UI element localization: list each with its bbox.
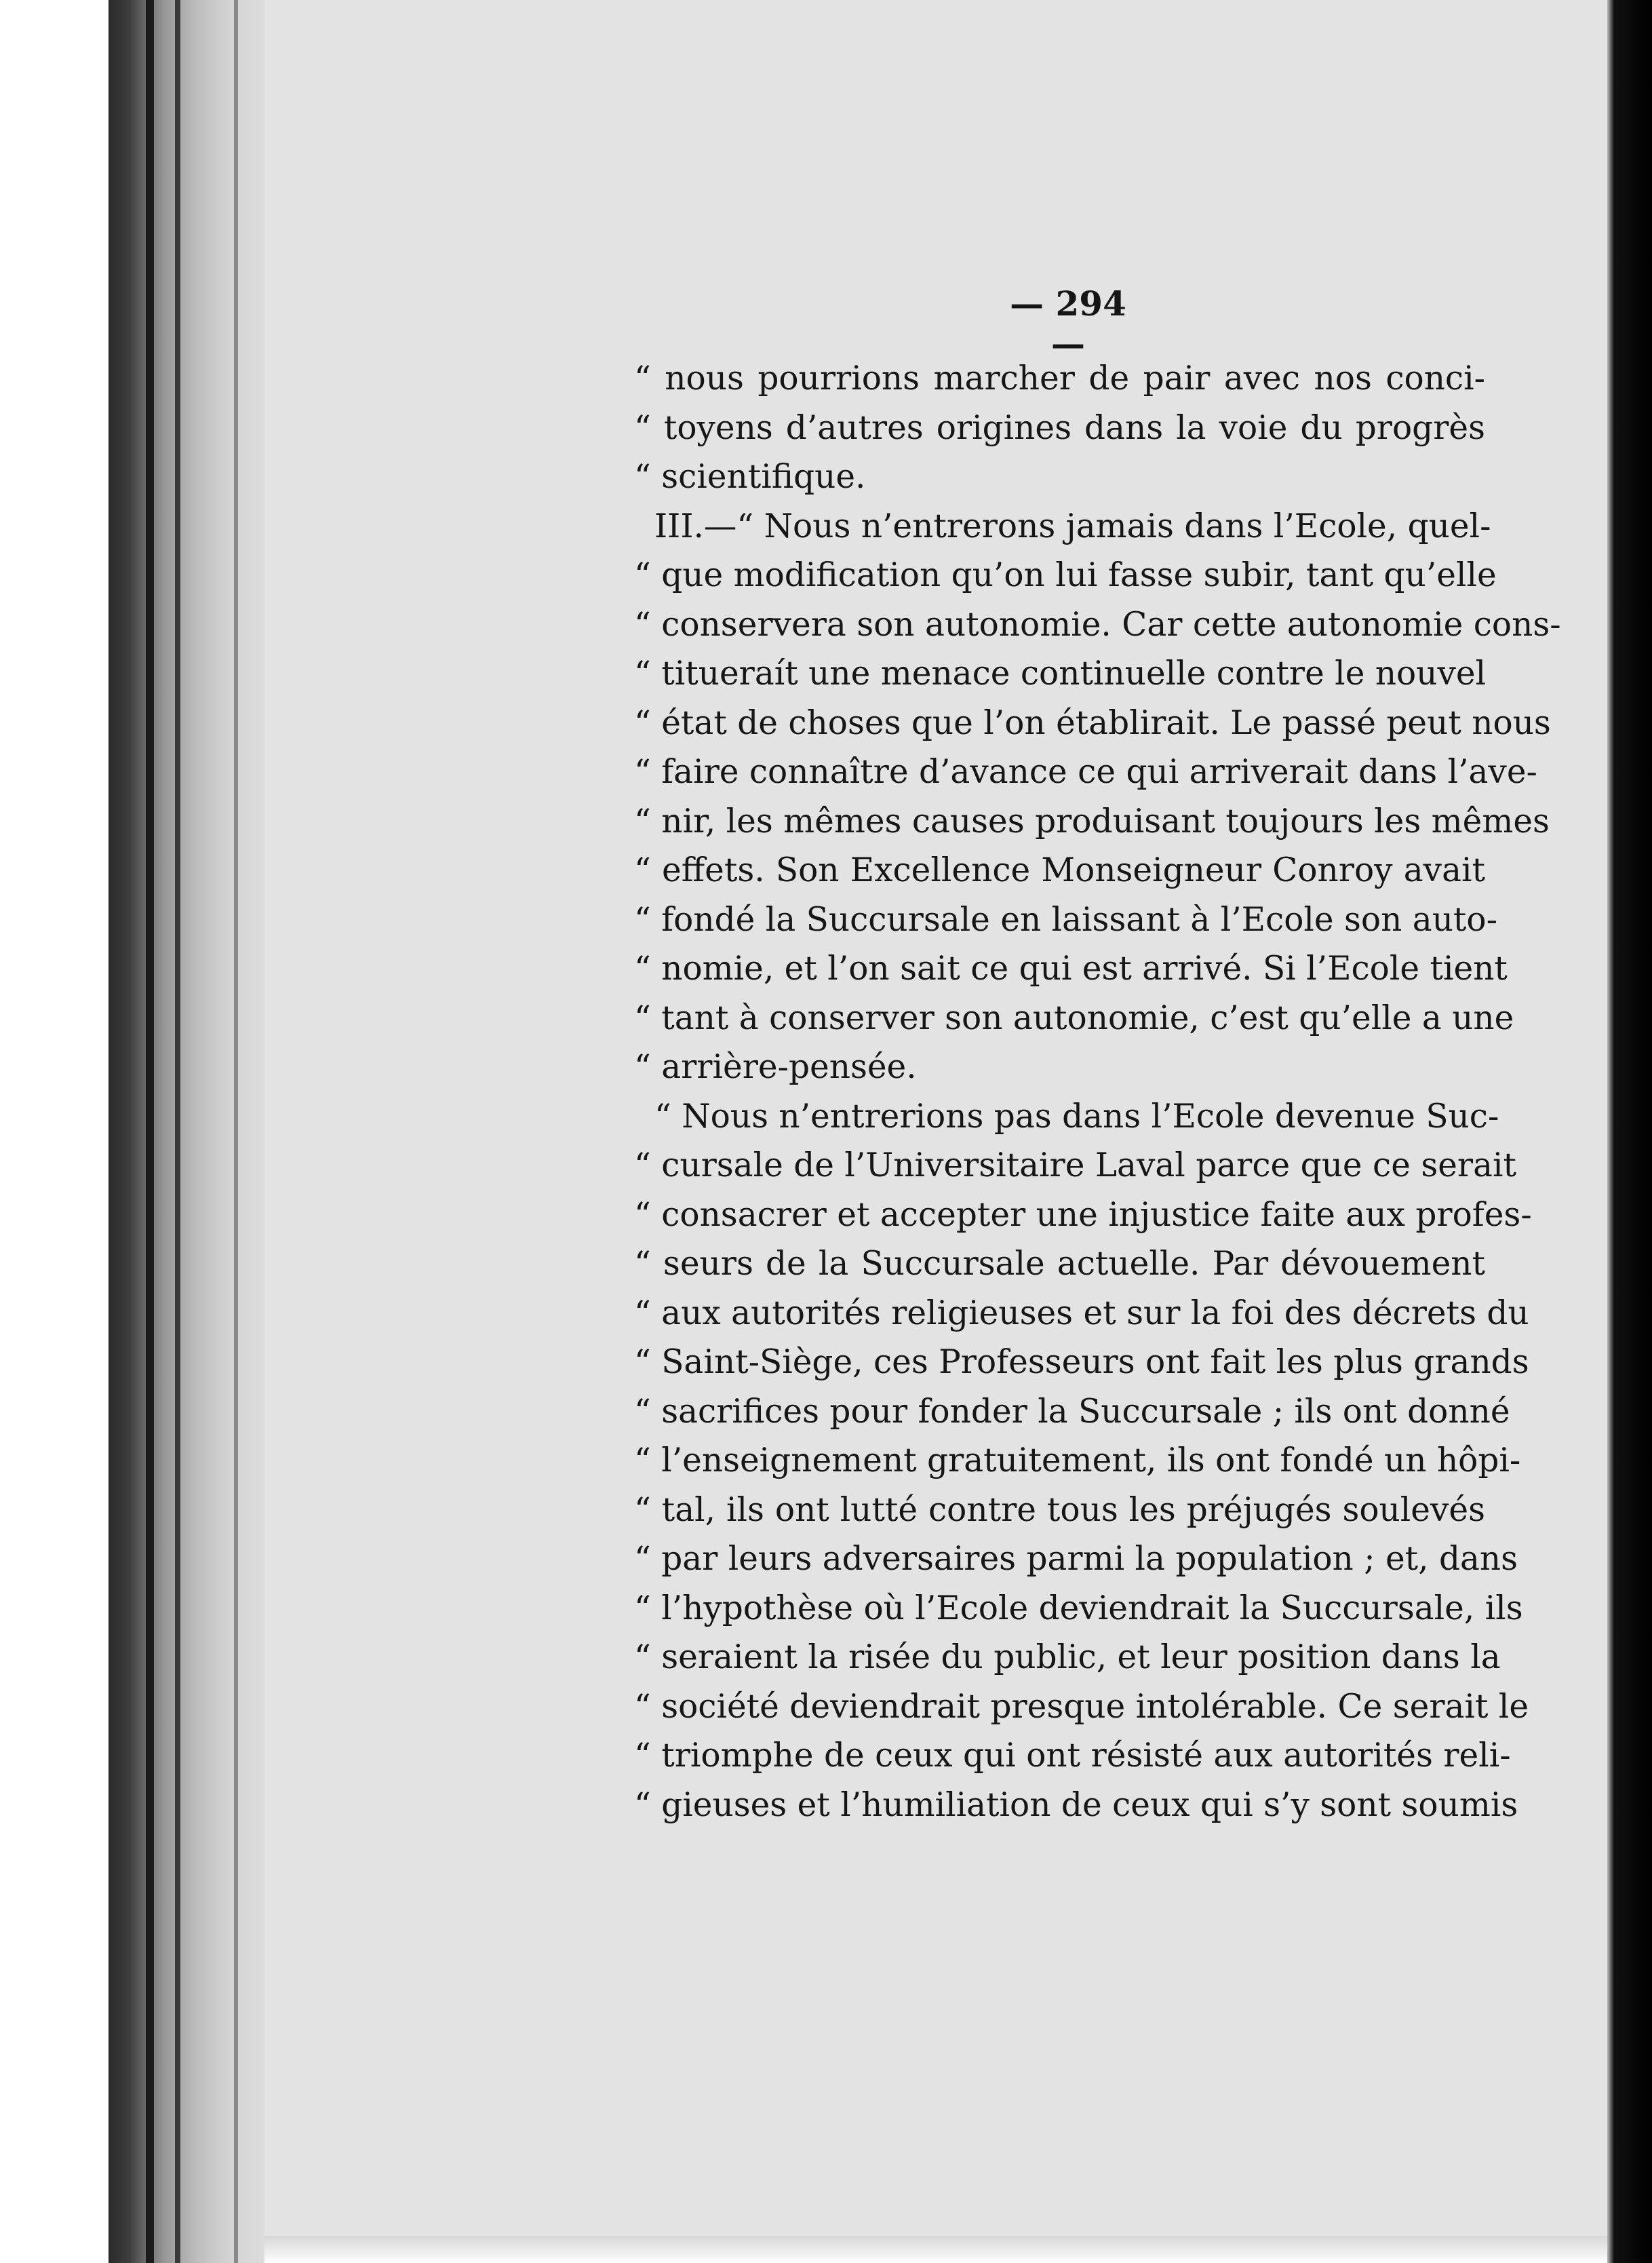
text-line: “ nous pourrions marcher de pair avec nos conci- — [634, 360, 1485, 398]
body-text — [634, 354, 1561, 1830]
text-line: “ l’hypothèse où l’Ecole deviendrait la Succursale, ils — [634, 1589, 1523, 1627]
page-number: — 294 — — [1010, 284, 1126, 364]
page-bottom-edge — [264, 2236, 1607, 2263]
text-line: III.—“ Nous n’entrerons jamais dans l’Ecole, quel- — [654, 507, 1491, 545]
text-line: “ Nous n’entrerions pas dans l’Ecole devenue Suc- — [654, 1097, 1499, 1136]
text-line: “ arrière-pensée. — [634, 1048, 917, 1086]
text-line: “ aux autorités religieuses et sur la foi des décrets du — [634, 1294, 1529, 1332]
text-line: “ tant à conserver son autonomie, c’est qu’elle a une — [634, 999, 1514, 1037]
text-line: “ faire connaître d’avance ce qui arriverait dans l’ave- — [634, 753, 1537, 791]
binding-shadow — [234, 0, 238, 2263]
book-binding — [109, 0, 264, 2263]
text-line: “ consacrer et accepter une injustice faite aux profes- — [634, 1195, 1532, 1234]
text-line: “ toyens d’autres origines dans la voie du progrès — [634, 408, 1485, 447]
text-line: “ titueraít une menace continuelle contre le nouvel — [634, 655, 1487, 693]
text-line: “ nomie, et l’on sait ce qui est arrivé. Si l’Ecole tient — [634, 950, 1508, 988]
text-line: “ état de choses que l’on établirait. Le passé peut nous — [634, 703, 1551, 742]
text-line: “ société deviendrait presque intolérable. Ce serait le — [634, 1687, 1529, 1726]
text-line: “ sacrifices pour fonder la Succursale ; ils ont donné — [634, 1392, 1510, 1431]
text-line: “ conservera son autonomie. Car cette autonomie cons- — [634, 605, 1561, 644]
text-line: “ seurs de la Succursale actuelle. Par dévouement — [634, 1245, 1485, 1283]
text-line: “ par leurs adversaires parmi la population ; et, dans — [634, 1540, 1518, 1578]
text-line: “ effets. Son Excellence Monseigneur Conroy avait — [634, 851, 1485, 889]
text-line: “ fondé la Succursale en laissant à l’Ecole son auto- — [634, 900, 1498, 939]
binding-shadow — [146, 0, 154, 2263]
text-line: “ tal, ils ont lutté contre tous les préjugés soulevés — [634, 1490, 1485, 1529]
binding-shadow — [175, 0, 180, 2263]
text-line: “ gieuses et l’humiliation de ceux qui s’y sont soumis — [634, 1785, 1518, 1824]
text-line: “ triomphe de ceux qui ont résisté aux autorités reli- — [634, 1737, 1511, 1775]
text-line: “ que modification qu’on lui fasse subir, tant qu’elle — [634, 556, 1497, 594]
page-right-edge — [1607, 0, 1652, 2263]
text-line: “ seraient la risée du public, et leur position dans la — [634, 1638, 1501, 1676]
text-line: “ l’enseignement gratuitement, ils ont fondé un hôpi- — [634, 1442, 1521, 1479]
text-line: “ cursale de l’Universitaire Laval parce que ce serait — [634, 1146, 1517, 1184]
text-line: “ Saint-Siège, ces Professeurs ont fait les plus grands — [634, 1343, 1529, 1381]
text-line: “ nir, les mêmes causes produisant toujours les mêmes — [634, 802, 1550, 840]
text-line: “ scientifique. — [634, 458, 866, 496]
